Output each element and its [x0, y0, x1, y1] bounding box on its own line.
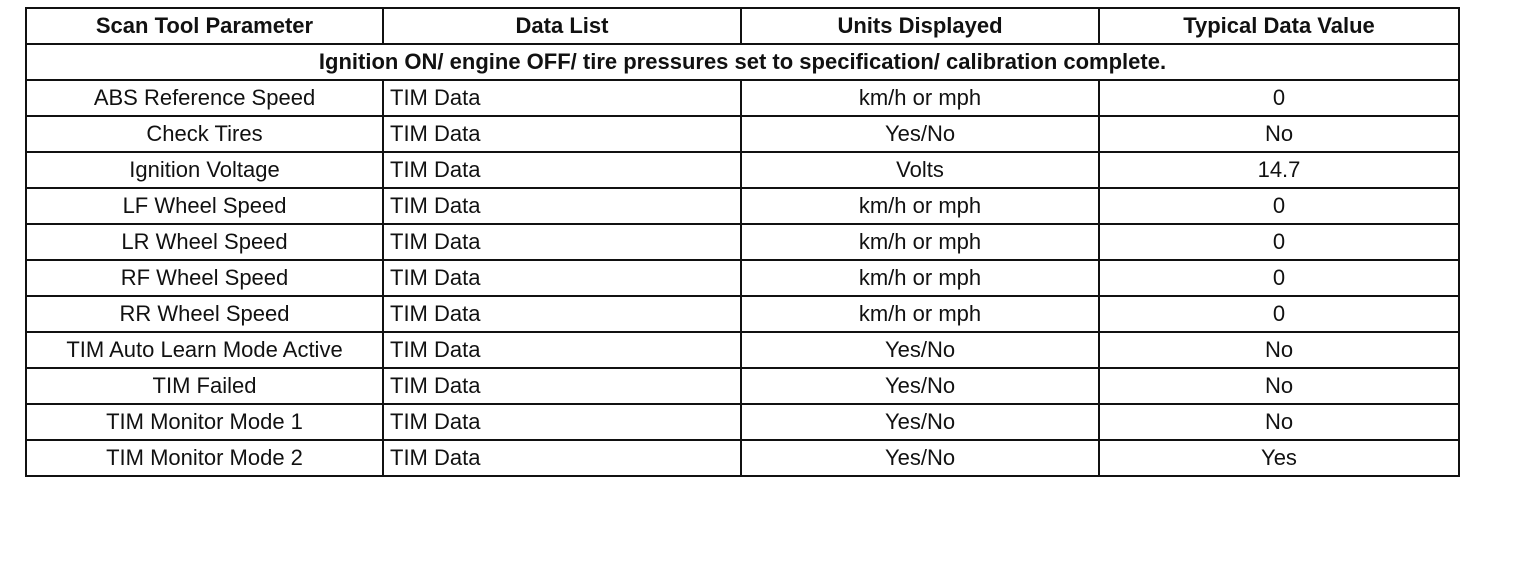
parameter-cell: TIM Failed — [26, 368, 383, 404]
typical-value-cell: No — [1099, 116, 1459, 152]
parameter-cell: TIM Monitor Mode 1 — [26, 404, 383, 440]
typical-value-cell: 14.7 — [1099, 152, 1459, 188]
units-cell: km/h or mph — [741, 260, 1099, 296]
scan-tool-data-table — [25, 7, 1460, 477]
table-row — [26, 368, 1459, 404]
table-row — [26, 224, 1459, 260]
data-list-cell: TIM Data — [383, 80, 741, 116]
units-cell: Yes/No — [741, 332, 1099, 368]
units-cell: km/h or mph — [741, 224, 1099, 260]
units-cell: km/h or mph — [741, 80, 1099, 116]
data-list-cell: TIM Data — [383, 152, 741, 188]
data-list-cell: TIM Data — [383, 296, 741, 332]
typical-value-cell: No — [1099, 332, 1459, 368]
units-cell: Volts — [741, 152, 1099, 188]
table-body — [26, 44, 1459, 476]
header-typical-data-value: Typical Data Value — [1099, 8, 1459, 44]
data-list-cell: TIM Data — [383, 116, 741, 152]
typical-value-cell: 0 — [1099, 80, 1459, 116]
table-row — [26, 404, 1459, 440]
parameter-cell: LF Wheel Speed — [26, 188, 383, 224]
table-row — [26, 260, 1459, 296]
data-list-cell: TIM Data — [383, 368, 741, 404]
units-cell: Yes/No — [741, 116, 1099, 152]
table-row — [26, 116, 1459, 152]
typical-value-cell: No — [1099, 404, 1459, 440]
units-cell: km/h or mph — [741, 188, 1099, 224]
typical-value-cell: Yes — [1099, 440, 1459, 476]
data-list-cell: TIM Data — [383, 404, 741, 440]
table-row — [26, 188, 1459, 224]
table-row — [26, 296, 1459, 332]
data-list-cell: TIM Data — [383, 332, 741, 368]
table-row — [26, 332, 1459, 368]
header-row — [26, 8, 1459, 44]
condition-row — [26, 44, 1459, 80]
parameter-cell: Check Tires — [26, 116, 383, 152]
units-cell: Yes/No — [741, 404, 1099, 440]
typical-value-cell: 0 — [1099, 224, 1459, 260]
parameter-cell: RR Wheel Speed — [26, 296, 383, 332]
units-cell: km/h or mph — [741, 296, 1099, 332]
typical-value-cell: 0 — [1099, 260, 1459, 296]
data-list-cell: TIM Data — [383, 188, 741, 224]
table-row — [26, 80, 1459, 116]
typical-value-cell: 0 — [1099, 188, 1459, 224]
table-header — [26, 8, 1459, 44]
units-cell: Yes/No — [741, 368, 1099, 404]
units-cell: Yes/No — [741, 440, 1099, 476]
parameter-cell: TIM Monitor Mode 2 — [26, 440, 383, 476]
test-condition: Ignition ON/ engine OFF/ tire pressures set to specification/ calibration complete. — [26, 44, 1459, 80]
parameter-cell: ABS Reference Speed — [26, 80, 383, 116]
table-row — [26, 152, 1459, 188]
parameter-cell: LR Wheel Speed — [26, 224, 383, 260]
typical-value-cell: 0 — [1099, 296, 1459, 332]
parameter-cell: Ignition Voltage — [26, 152, 383, 188]
data-list-cell: TIM Data — [383, 260, 741, 296]
header-data-list: Data List — [383, 8, 741, 44]
header-scan-tool-parameter: Scan Tool Parameter — [26, 8, 383, 44]
parameter-cell: RF Wheel Speed — [26, 260, 383, 296]
header-units-displayed: Units Displayed — [741, 8, 1099, 44]
table-row — [26, 440, 1459, 476]
parameter-cell: TIM Auto Learn Mode Active — [26, 332, 383, 368]
data-list-cell: TIM Data — [383, 224, 741, 260]
typical-value-cell: No — [1099, 368, 1459, 404]
data-list-cell: TIM Data — [383, 440, 741, 476]
